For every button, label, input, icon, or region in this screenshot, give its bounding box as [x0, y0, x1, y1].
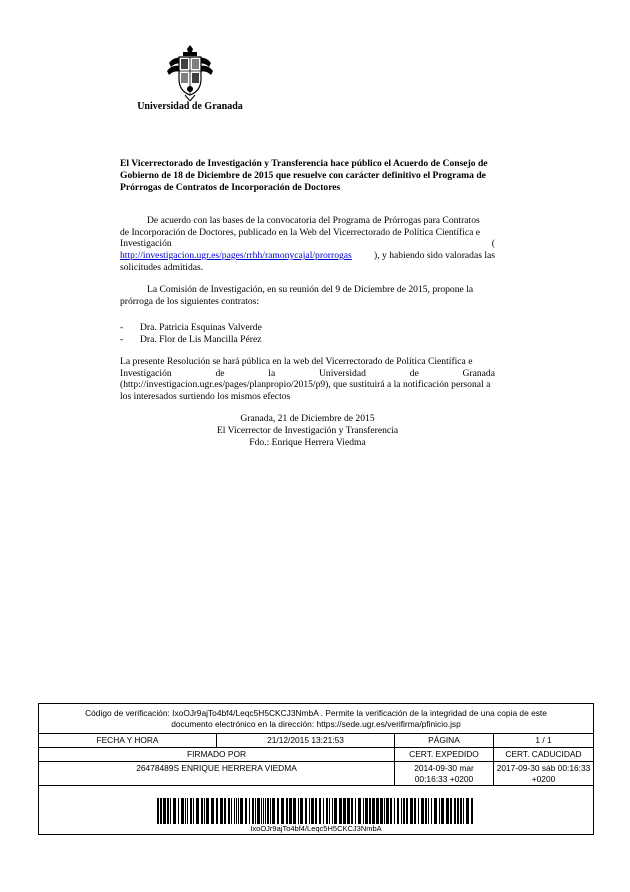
p1-line-3-right: (	[491, 238, 495, 250]
p3-word: de	[409, 367, 419, 379]
p1-line-4	[120, 250, 495, 262]
p3-word: la	[268, 367, 276, 379]
signature-signed-by: Fdo.: Enrique Herrera Viedma	[249, 437, 366, 448]
paragraph-1	[120, 215, 495, 274]
barcode-text: IxoOJr9ajTo4bf4/Leqc5H5CKCJ3NmbA	[250, 824, 382, 833]
firmado-por-label: FIRMADO POR	[39, 748, 395, 762]
cert-caducidad-value	[494, 762, 593, 786]
p1-line-1: De acuerdo con las bases de la convocatoria del Programa de Prórrogas para Contratos	[147, 215, 480, 226]
fecha-hora-label: FECHA Y HORA	[39, 734, 217, 748]
signature-place-date: Granada, 21 de Diciembre de 2015	[240, 413, 375, 424]
p3-word: de	[215, 367, 225, 379]
university-name: Universidad de Granada	[137, 101, 243, 112]
verification-row-values	[39, 761, 593, 786]
cert-expedido-label: CERT. EXPEDIDO	[395, 748, 494, 762]
p1-line-2: de Incorporación de Doctores, publicado en la Web del Vicerrectorado de Política Científica e	[120, 226, 481, 238]
paragraph-3	[120, 356, 495, 403]
cert-caducidad-line-1: 2017-09-30 sáb 00:16:33	[496, 763, 591, 773]
barcode-icon	[157, 798, 473, 824]
cert-caducidad-label: CERT. CADUCIDAD	[505, 749, 582, 759]
university-crest-icon	[165, 45, 215, 101]
p3-line-4: los interesados surtiendo los mismos efectos	[120, 391, 291, 403]
verification-code-text	[39, 704, 593, 733]
fecha-hora-value: 21/12/2015 13:21:53	[217, 734, 395, 748]
p1-line-3-left: Investigación	[120, 238, 172, 250]
pagina-value: 1 / 1	[535, 735, 552, 745]
p3-line-3: (http://investigacion.ugr.es/pages/planpropio/2015/p9), que sustituirá a la notificación personal a	[120, 379, 491, 391]
list-item	[120, 334, 262, 346]
list-item	[120, 322, 262, 334]
p3-word: Universidad	[318, 367, 366, 379]
p1-line-5: solicitudes admitidas.	[120, 261, 204, 273]
cert-expedido-line-2: 00:16:33 +0200	[414, 773, 474, 784]
firmante-value: 26478489S ENRIQUE HERRERA VIEDMA	[39, 762, 395, 786]
list-item-text: Dra. Flor de Lis Mancilla Pérez	[140, 334, 262, 345]
verification-line-2: documento electrónico en la dirección: https://sede.ugr.es/verifirma/pfinicio.jsp	[171, 719, 461, 729]
cert-expedido-value	[395, 762, 494, 786]
pagina-label: PÁGINA	[395, 734, 494, 748]
list-dash: -	[120, 334, 124, 345]
cert-expedido-line-1: 2014-09-30 mar	[414, 763, 474, 773]
p3-word: Investigación	[120, 367, 172, 379]
paragraph-2	[120, 284, 495, 307]
p3-word: Granada	[462, 367, 495, 379]
p2-line-2: prórroga de los siguientes contratos:	[120, 295, 260, 307]
list-item-text: Dra. Patricia Esquinas Valverde	[140, 322, 262, 333]
verification-line-1: Código de verificación: IxoOJr9ajTo4bf4/Leqc5H5CKCJ3NmbA . Permite la verificación de la integridad de una copia de este	[85, 708, 547, 718]
verification-box	[38, 703, 594, 835]
p2-line-1: La Comisión de Investigación, en su reunión del 9 de Diciembre de 2015, propone la	[147, 284, 474, 295]
p3-line-1: La presente Resolución se hará pública en la web del Vicerrectorado de Política Científica e	[120, 356, 473, 367]
signature-block	[120, 413, 495, 449]
cert-caducidad-line-2: +0200	[531, 773, 556, 784]
p1-line-4-rest: ), y habiendo sido valoradas las	[374, 250, 495, 262]
p3-line-2	[120, 368, 495, 380]
p1-line-3	[120, 238, 495, 250]
list-dash: -	[120, 322, 124, 333]
contracts-list	[120, 322, 262, 346]
verification-row-date	[39, 733, 593, 748]
document-title: El Vicerrectorado de Investigación y Transferencia hace público el Acuerdo de Consejo de Gobierno de 18 de Diciembre de 2015 que resuelve con carácter definitivo el Programa de Prórrogas de Contratos de Incorporación de Doctores	[120, 158, 488, 193]
barcode-area	[39, 785, 593, 835]
verification-row-headers	[39, 747, 593, 762]
prorrogas-link[interactable]: http://investigacion.ugr.es/pages/rrhh/ramonycajal/prorrogas	[120, 250, 352, 262]
signature-role: El Vicerrector de Investigación y Transferencia	[216, 425, 399, 436]
